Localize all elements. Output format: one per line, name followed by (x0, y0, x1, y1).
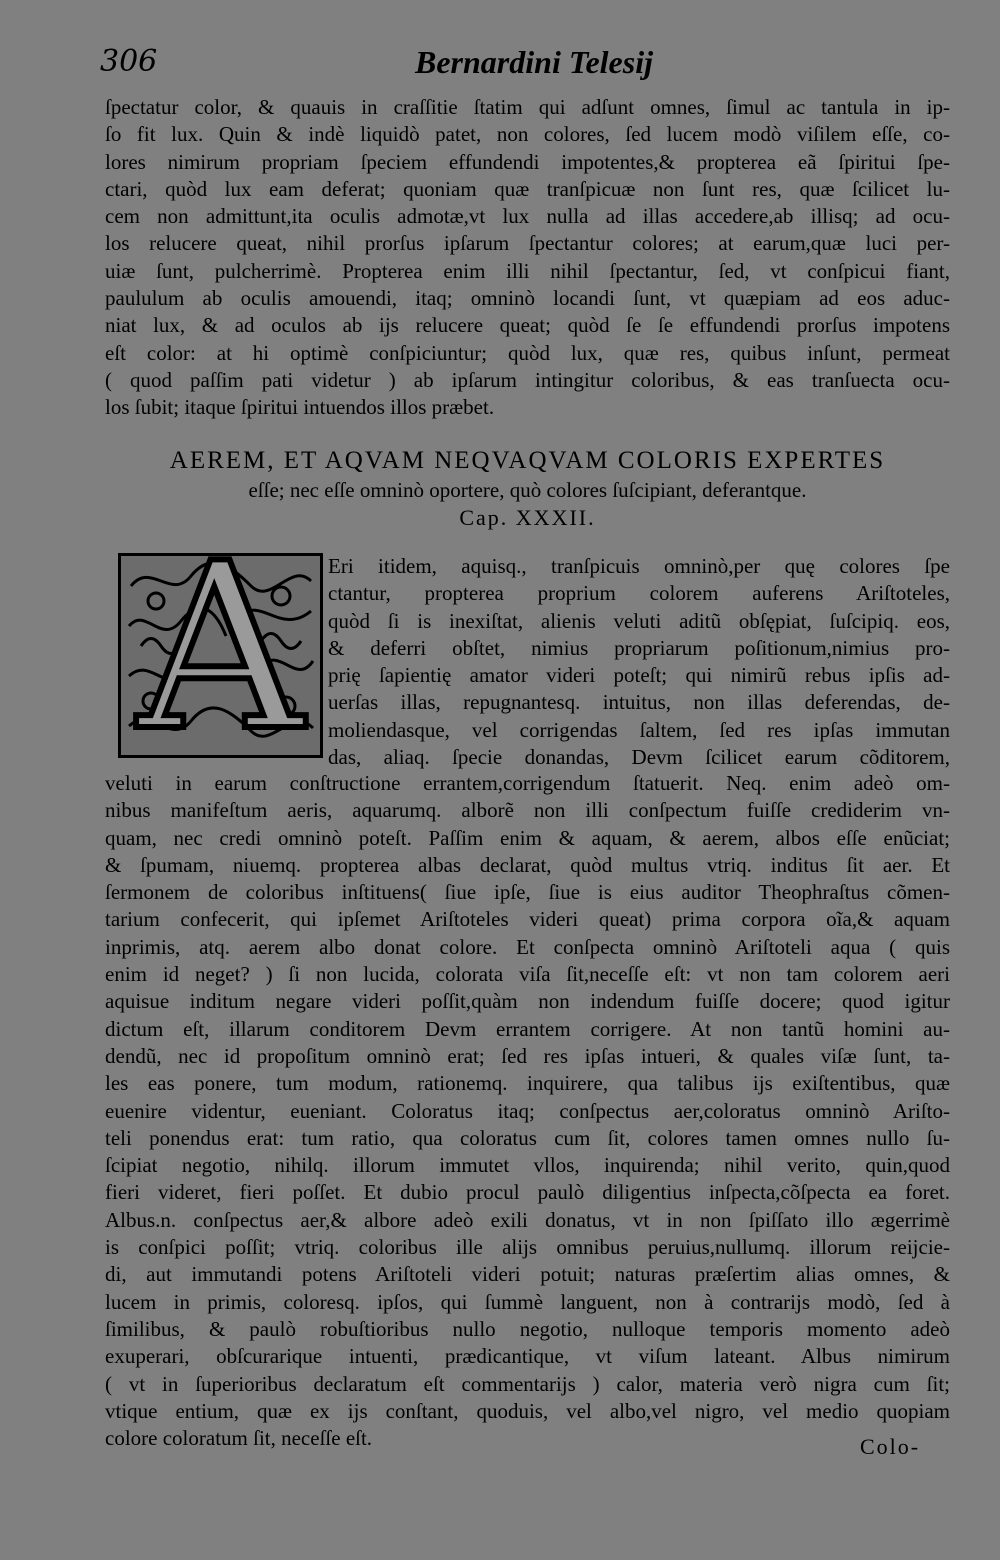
text-line: paululum ab oculis amouendi, itaq; omninò locandi ſunt, vt quæpiam ad eos aduc- (105, 286, 950, 311)
text-line: quòd ſi is inexiſtat, alienis veluti aditũ obſępiat, ſuſcipiq. eos, (328, 608, 950, 633)
chapter-text (105, 770, 950, 1452)
text-line: prię ſapientię amator videri poteſt; qui nimirũ rebus ipſis ad- (328, 663, 950, 688)
text-line: nibus manifeſtum aeris, aquarumq. alborẽ non illi conſpectum fuiſſe crediderim vn- (105, 798, 950, 823)
text-line: ſimilibus, & paulò robuſtioribus nullo negotio, nulloque temporis momento adeò (105, 1316, 950, 1341)
page-number: 306 (100, 44, 158, 79)
text-line: aquisue inditum negare videri poſſit,quàm non indendum fuiſſe docere; quod igitur (105, 989, 950, 1014)
intro-paragraph (105, 94, 950, 422)
text-line: colore coloratum ſit, neceſſe eſt. (105, 1426, 373, 1451)
text-line: enim id neget? ) ſi non lucida, colorata viſa ſit,neceſſe eſt: vt non tam colorem aeri (105, 962, 950, 987)
decorated-initial (118, 553, 323, 758)
text-line: ſo fit lux. Quin & indè liquidò patet, non colores, ſed lucem modò viſilem eſſe, co- (105, 122, 950, 147)
text-line: ctari, quòd lux eam deferat; quoniam quæ tranſpicuæ non ſunt res, quæ ſcilicet lu- (105, 176, 950, 201)
text-line: dictum eſt, illarum conditorem Devm errantem corrigere. At non tantũ homini au- (105, 1016, 950, 1041)
text-line: & deferri obſtet, nimius propriarum poſitionum,nimius pro- (328, 635, 950, 660)
text-line: ſpectatur color, & quauis in craſſitie ſtatim qui adſunt omnes, ſimul ac tantula in ip- (105, 95, 950, 119)
text-line: & ſpumam, niuemq. propterea albas declarat, quòd multus vtriq. inditus ſit aer. Et (105, 852, 950, 877)
text-line: das, aliaq. ſpecie donandas, Devm ſcilicet earum cõditorem, (328, 745, 950, 770)
text-line: di, aut immutandi potens Ariſtoteli videri potuit; naturas præſertim alias omnes, & (105, 1262, 950, 1287)
text-line: inprimis, atq. aerem albo donat colore. Et conſpecta omninò Ariſtoteli aqua ( quis (105, 934, 950, 959)
text-line: euenire videntur, eueniant. Coloratus itaq; conſpectus aer,coloratus omninò Ariſto- (105, 1098, 950, 1123)
chapter-subtitle: eſſe; nec eſſe omninò oportere, quò colores ſuſcipiant, deferantque. (248, 478, 807, 502)
text-line: Eri itidem, aquisq., tranſpicuis omninò,per quę colores ſpe (328, 554, 950, 578)
initial-letter: A (137, 553, 304, 758)
text-line: exuperari, obſcurarique intuenti, prædicantique, vt viſum lateant. Albus nimirum (105, 1344, 950, 1369)
text-line: cem non admittunt,ita oculis admotæ,vt lux nulla ad illas accedere,ab illisq; ad ocu- (105, 204, 950, 229)
text-line: eſt color: at hi optimè conſpiciuntur; quòd lux, quæ res, quibus inſunt, permeat (105, 340, 950, 365)
text-line: Albus.n. conſpectus aer,& albore adeò exili donatus, vt in non ſpiſſato illo ægerrimè (105, 1207, 950, 1232)
text-line: los ſubit; itaque ſpiritui intuendos illos præbet. (105, 395, 495, 420)
text-line: les eas ponere, tum modum, rationemq. inquirere, qua talibus ijs exiſtentibus, quæ (105, 1071, 950, 1096)
text-line: lucem in primis, coloresq. ipſos, qui ſummè languent, non à contrarijs modò, ſed à (105, 1289, 950, 1314)
text-line: uiæ ſunt, pulcherrimè. Propterea enim illi nihil ſpectantur, ſed, vt conſpicui fiant, (105, 258, 950, 283)
text-line: is conſpici poſſit; vtriq. coloribus ille alijs omnibus peruius,nullumq. illorum reijcie- (105, 1235, 950, 1260)
text-line: uerſas illas, repugnantesq. intuitus, non illas deferendas, de- (328, 690, 950, 715)
chapter-number: Cap. XXXII. (459, 505, 596, 530)
text-line: ( vt in ſuperioribus declaratum eſt commentarijs ) calor, materia verò nigra cum ſit; (105, 1371, 950, 1396)
chapter-title: AEREM, ET AQVAM NEQVAQVAM COLORIS EXPERTES (169, 447, 886, 474)
running-head (100, 44, 660, 88)
text-line: ſermonem de coloribus inſtituens( ſiue ipſe, ſiue is eius auditor Theophraſtus cõmen- (105, 880, 950, 905)
text-line: ctantur, propterea proprium colorem auferens Ariſtoteles, (328, 581, 950, 606)
chapter-heading (105, 445, 950, 531)
text-line: lores nimirum propriam ſpeciem effundendi impotentes,& propterea eã ſpiritui ſpe- (105, 149, 950, 174)
text-line: niat lux, & ad oculos ab ijs relucere queat; quòd ſe ſe effundendi prorſus impotens (105, 313, 950, 338)
text-line: ſcipiat negotio, nihilq. illorum immutet vllos, inquirenda; nihil verito, quin,quod (105, 1153, 950, 1178)
text-line: veluti in earum conſtructione errantem,corrigendum ſtatuerit. Neq. enim adeò om- (105, 771, 950, 795)
text-line: vtique entium, quæ ex ijs conſtant, quoduis, vel albo,vel nigro, vel medio quopiam (105, 1398, 950, 1423)
text-line: quam, nec credi omninò poteſt. Paſſim enim & aquam, & aerem, albos eſſe enũciat; (105, 825, 950, 850)
text-line: ( quod paſſim pati videtur ) ab ipſarum intingitur coloribus, & eas tranſuecta ocu- (105, 367, 950, 392)
text-line: dendũ, nec id propoſitum omninò erat; ſed res ipſas intueri, & quales viſæ ſunt, ta- (105, 1043, 950, 1068)
chapter-text-beside-initial (328, 553, 950, 771)
text-line: teli ponendus erat: tum ratio, qua coloratus cum ſit, colores tamen omnes nullo ſu- (105, 1125, 950, 1150)
catchword: Colo- (860, 1434, 921, 1459)
text-line: los relucere queat, nihil prorſus ipſarum ſpectantur colores; at earum,quæ luci per- (105, 231, 950, 256)
text-line: tarium confecerit, qui ipſemet Ariſtoteles videri queat) prima corpora oĩa,& aquam (105, 907, 950, 932)
text-line: fieri videret, fieri poſſet. Et dubio procul paulò diligentius inſpecta,cõſpecta ea foret. (105, 1180, 950, 1205)
running-title: Bernardini Telesij (415, 44, 653, 80)
text-line: moliendasque, vel corrigendas ſaltem, ſed res ipſas immutan (328, 717, 950, 742)
